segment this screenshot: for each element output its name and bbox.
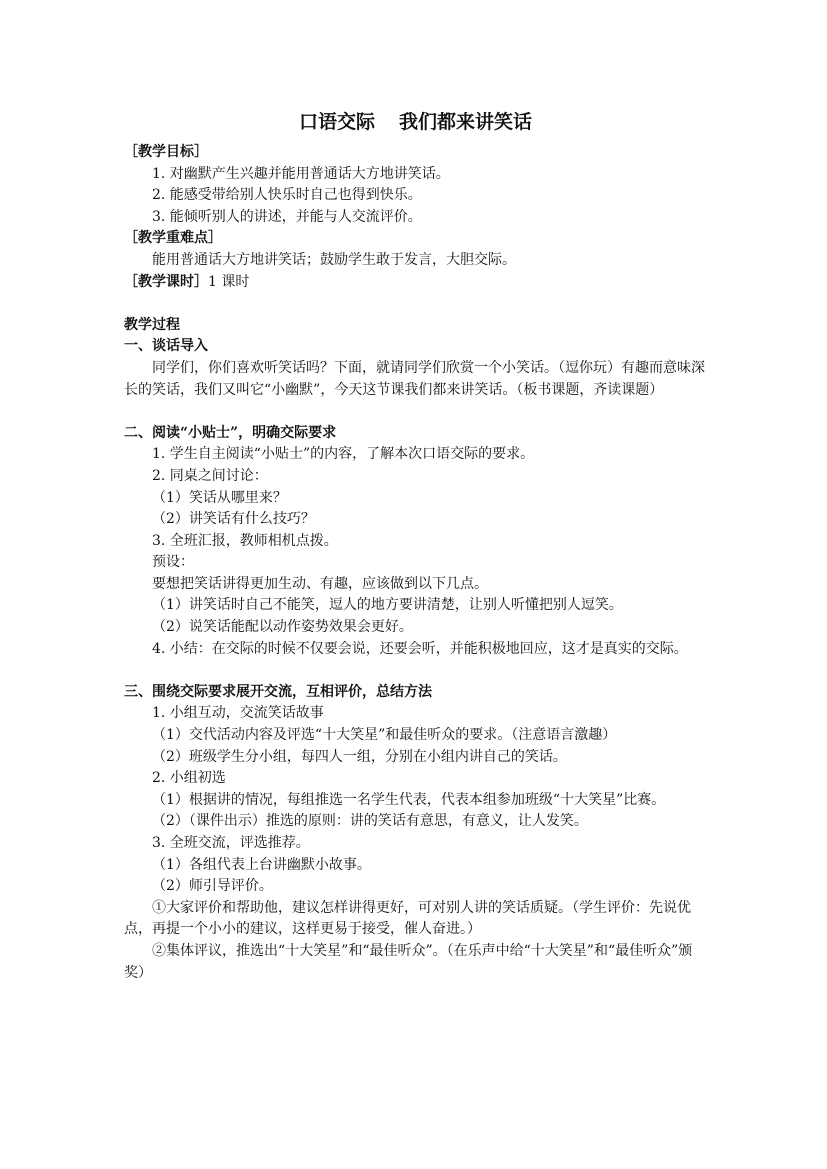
lesson-value: 1 课时 [208, 273, 250, 290]
keypoints-heading: ［教学重难点］ [124, 230, 222, 247]
document-title [124, 108, 707, 136]
section1-paragraph: 同学们，你们喜欢听笑话吗？下面，就请同学们欣赏一个小笑话。（逗你玩）有趣而意味深长的笑话，我们又叫它“小幽默”，今天这节课我们都来讲笑话。（板书课题，齐读课题） [124, 359, 705, 398]
section2-line: （1）讲笑话时自己不能笑，逗人的地方要讲清楚，让别人听懂把别人逗笑。 [152, 597, 623, 614]
lesson-time [124, 272, 707, 294]
section3-line: 3. 全班交流，评选推荐。 [152, 835, 310, 851]
section3-line: （1）各组代表上台讲幽默小故事。 [152, 856, 371, 873]
section3-heading: 三、围绕交际要求展开交流，互相评价，总结方法 [124, 683, 432, 700]
title-part1: 口语交际 [298, 111, 375, 133]
section3-line: （2）师引导评价。 [152, 878, 273, 895]
section3-line: （1）根据讲的情况，每组推选一名学生代表，代表本组参加班级“十大笑星”比赛。 [152, 791, 666, 808]
goal-item: 1. 对幽默产生兴趣并能用普通话大方地讲笑话。 [152, 165, 450, 182]
keypoints-text: 能用普通话大方地讲笑话；鼓励学生敢于发言，大胆交际。 [152, 251, 516, 268]
section3-line: ②集体评议，推选出“十大笑星”和“最佳听众”。（在乐声中给“十大笑星”和“最佳听众”颁奖） [124, 942, 693, 981]
section3-line: ①大家评价和帮助他，建议怎样讲得更好，可对别人讲的笑话质疑。（学生评价：先说优点，再提一个小小的建议，这样更易于接受，催人奋进。） [124, 899, 691, 938]
section2-line: 2. 同桌之间讨论： [152, 467, 268, 484]
section3-line: 2. 小组初选 [152, 770, 226, 787]
process-heading: 教学过程 [124, 316, 180, 333]
section2-line: 要想把笑话讲得更加生动、有趣，应该做到以下几点。 [152, 575, 488, 592]
goals-heading: ［教学目标］ [124, 144, 208, 160]
goal-item: 2. 能感受带给别人快乐时自己也得到快乐。 [152, 187, 422, 204]
lesson-heading: ［教学课时］ [124, 273, 208, 290]
section2-heading: 二、阅读“小贴士”，明确交际要求 [124, 424, 337, 441]
section2-line: 1. 学生自主阅读“小贴士”的内容，了解本次口语交际的要求。 [152, 446, 535, 463]
section1-heading: 一、谈话导入 [124, 338, 208, 355]
title-part2: 我们都来讲笑话 [399, 111, 533, 133]
section3-line: （1）交代活动内容及评选“十大笑星”和最佳听众的要求。（注意语言激趣） [152, 727, 617, 744]
section2-line: （2）讲笑话有什么技巧？ [152, 511, 315, 528]
section2-line: 预设： [152, 554, 194, 571]
section3-line: （2）班级学生分小组，每四人一组，分别在小组内讲自己的笑话。 [152, 748, 567, 765]
goal-item: 3. 能倾听别人的讲述，并能与人交流评价。 [152, 208, 422, 225]
section3-line: （2）（课件出示）推选的原则：讲的笑话有意思，有意义，让人发笑。 [152, 813, 588, 830]
section2-line: （1）笑话从哪里来？ [152, 489, 287, 506]
section2-line: 4. 小结：在交际的时候不仅要会说，还要会听，并能积极地回应，这才是真实的交际。 [152, 640, 688, 657]
section2-line: （2）说笑话能配以动作姿势效果会更好。 [152, 619, 413, 636]
section3-line: 1. 小组互动，交流笑话故事 [152, 705, 324, 722]
section2-line: 3. 全班汇报，教师相机点拨。 [152, 532, 338, 549]
